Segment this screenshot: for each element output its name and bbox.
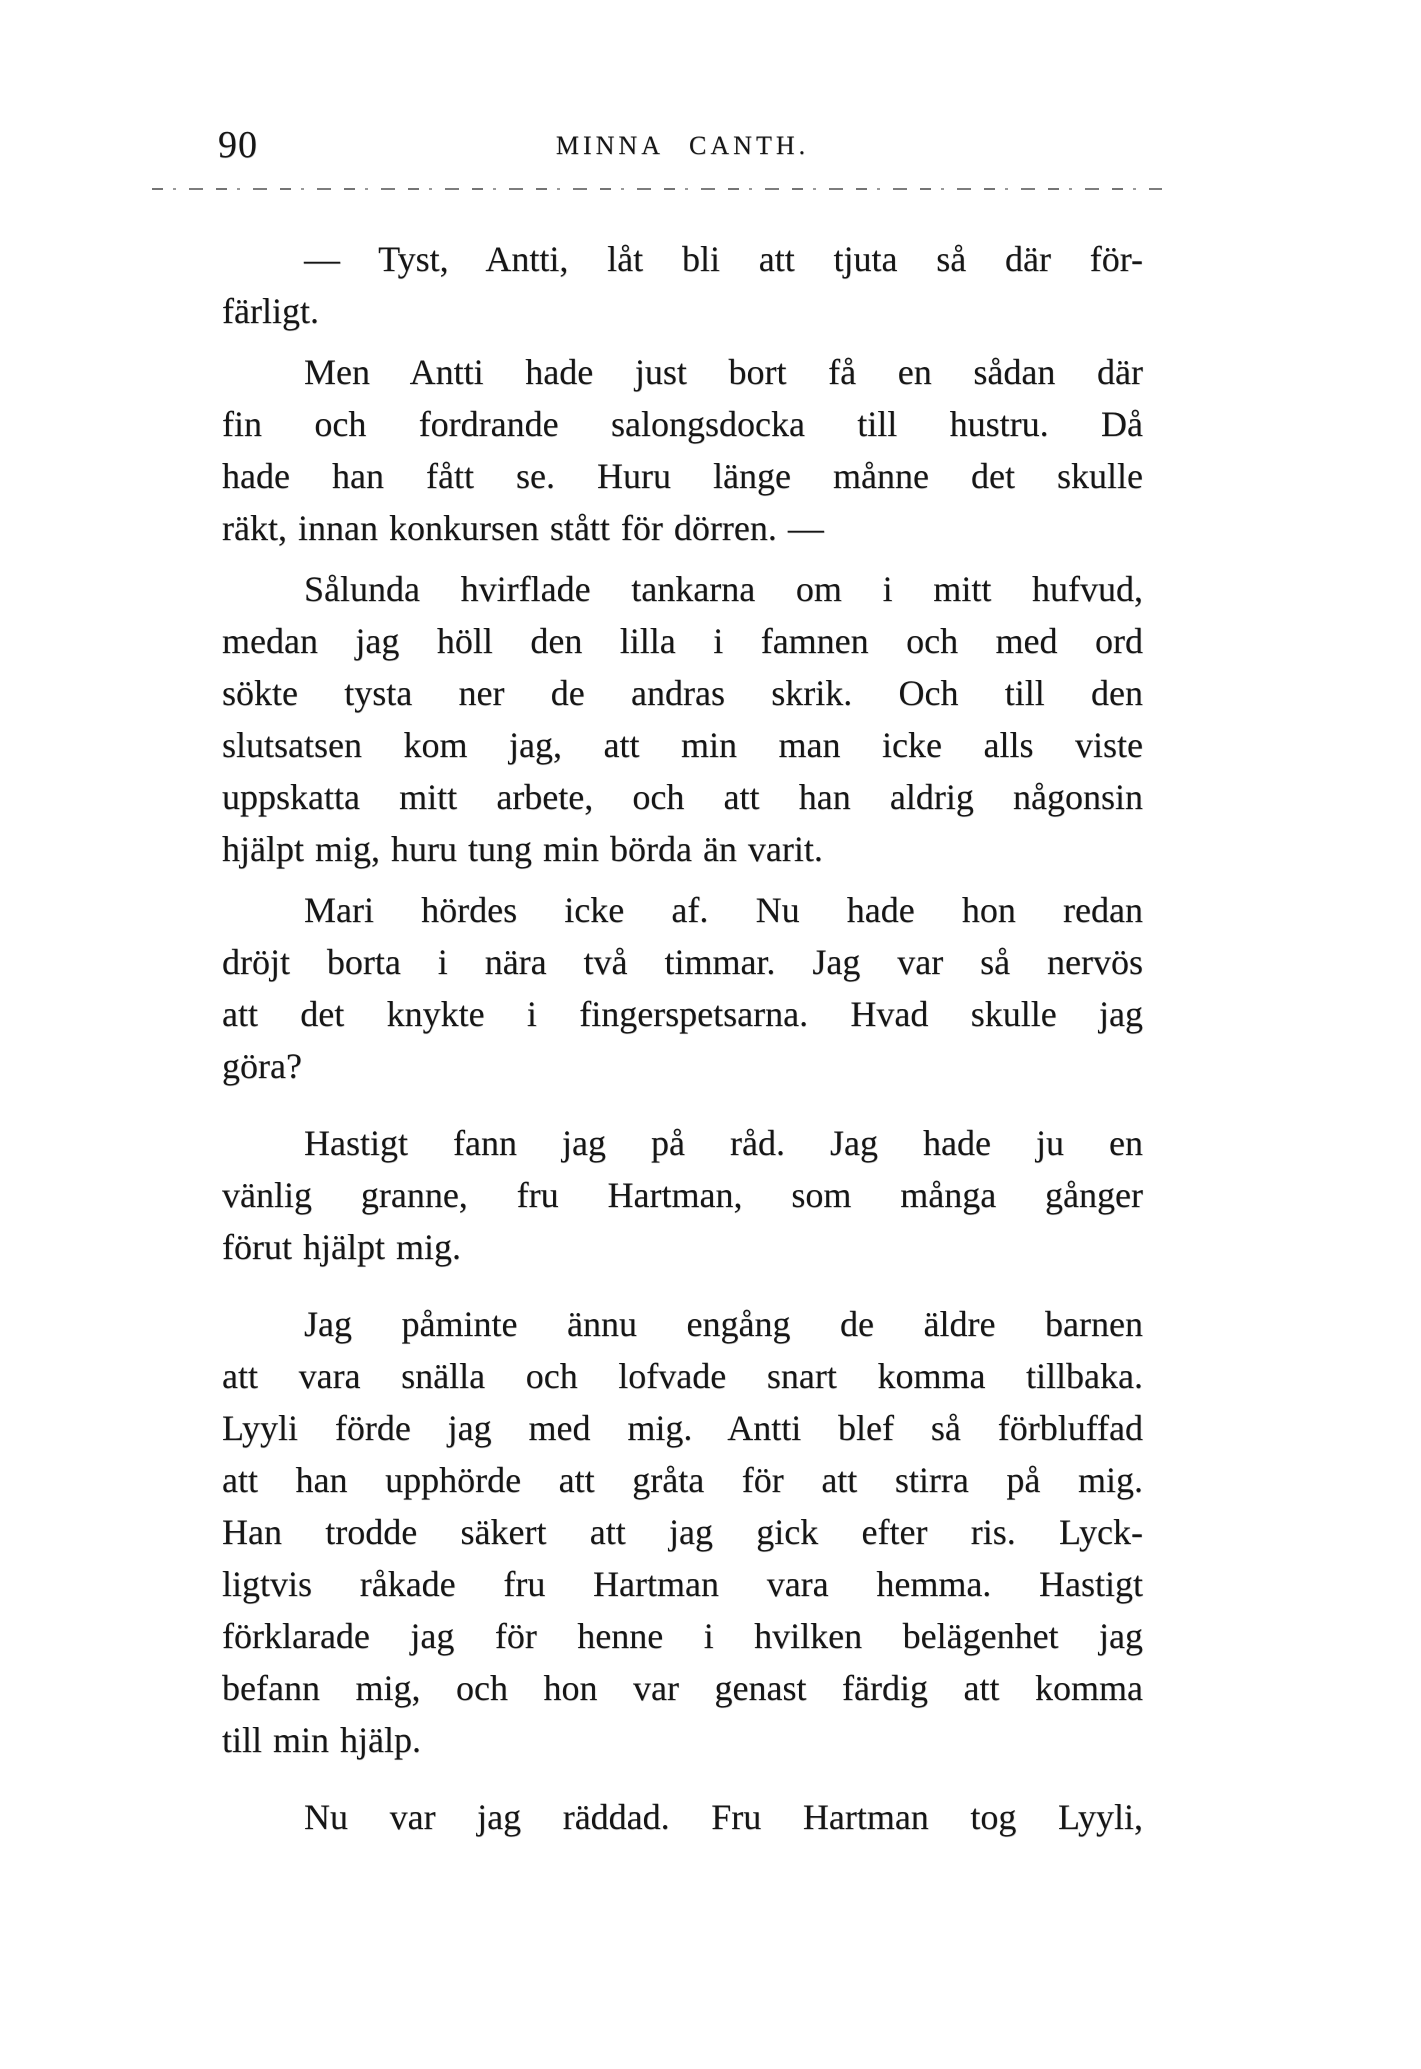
page-body	[222, 233, 1143, 1843]
paragraph	[222, 884, 1143, 1092]
text-line: dröjt borta i nära två timmar. Jag var så nervös	[222, 942, 1143, 982]
paragraph	[222, 563, 1143, 875]
text-line: vänlig granne, fru Hartman, som många gånger	[222, 1175, 1143, 1215]
text-line: göra?	[222, 1046, 302, 1086]
text-line: Men Antti hade just bort få en sådan där	[304, 352, 1143, 392]
text-line: — Tyst, Antti, låt bli att tjuta så där för-	[304, 239, 1143, 279]
header-rule	[152, 187, 1162, 190]
text-line: ligtvis råkade fru Hartman vara hemma. Hastigt	[222, 1564, 1143, 1604]
text-line: förklarade jag för henne i hvilken belägenhet jag	[222, 1616, 1143, 1656]
paragraph	[222, 1298, 1143, 1766]
text-line: Han trodde säkert att jag gick efter ris. Lyck-	[222, 1512, 1143, 1552]
text-line: uppskatta mitt arbete, och att han aldrig någonsin	[222, 777, 1143, 817]
text-line: befann mig, och hon var genast färdig att komma	[222, 1668, 1143, 1708]
text-line: räkt, innan konkursen stått för dörren. —	[222, 508, 824, 548]
text-line: sökte tysta ner de andras skrik. Och till den	[222, 673, 1143, 713]
text-line: Lyyli förde jag med mig. Antti blef så förbluffad	[222, 1408, 1143, 1448]
text-line: Sålunda hvirflade tankarna om i mitt hufvud,	[304, 569, 1143, 609]
text-line: Hastigt fann jag på råd. Jag hade ju en	[304, 1123, 1143, 1163]
text-line: förut hjälpt mig.	[222, 1227, 461, 1267]
text-line: att vara snälla och lofvade snart komma tillbaka.	[222, 1356, 1143, 1396]
text-line: Nu var jag räddad. Fru Hartman tog Lyyli,	[304, 1797, 1143, 1837]
paragraph	[222, 1791, 1143, 1843]
text-line: till min hjälp.	[222, 1720, 421, 1760]
text-line: hade han fått se. Huru länge månne det skulle	[222, 456, 1143, 496]
text-line: fin och fordrande salongsdocka till hustru. Då	[222, 404, 1143, 444]
running-header-title: MINNA CANTH.	[555, 131, 810, 160]
paragraph	[222, 346, 1143, 554]
text-line: färligt.	[222, 291, 319, 331]
text-line: medan jag höll den lilla i famnen och med ord	[222, 621, 1143, 661]
text-line: Jag påminte ännu engång de äldre barnen	[304, 1304, 1143, 1344]
text-line: att han upphörde att gråta för att stirra på mig.	[222, 1460, 1143, 1500]
text-line: Mari hördes icke af. Nu hade hon redan	[304, 890, 1143, 930]
paragraph	[222, 1117, 1143, 1273]
text-line: att det knykte i fingerspetsarna. Hvad skulle jag	[222, 994, 1143, 1034]
paragraph	[222, 233, 1143, 337]
text-line: slutsatsen kom jag, att min man icke alls viste	[222, 725, 1143, 765]
text-line: hjälpt mig, huru tung min börda än varit.	[222, 829, 823, 869]
page-number: 90	[218, 124, 258, 166]
